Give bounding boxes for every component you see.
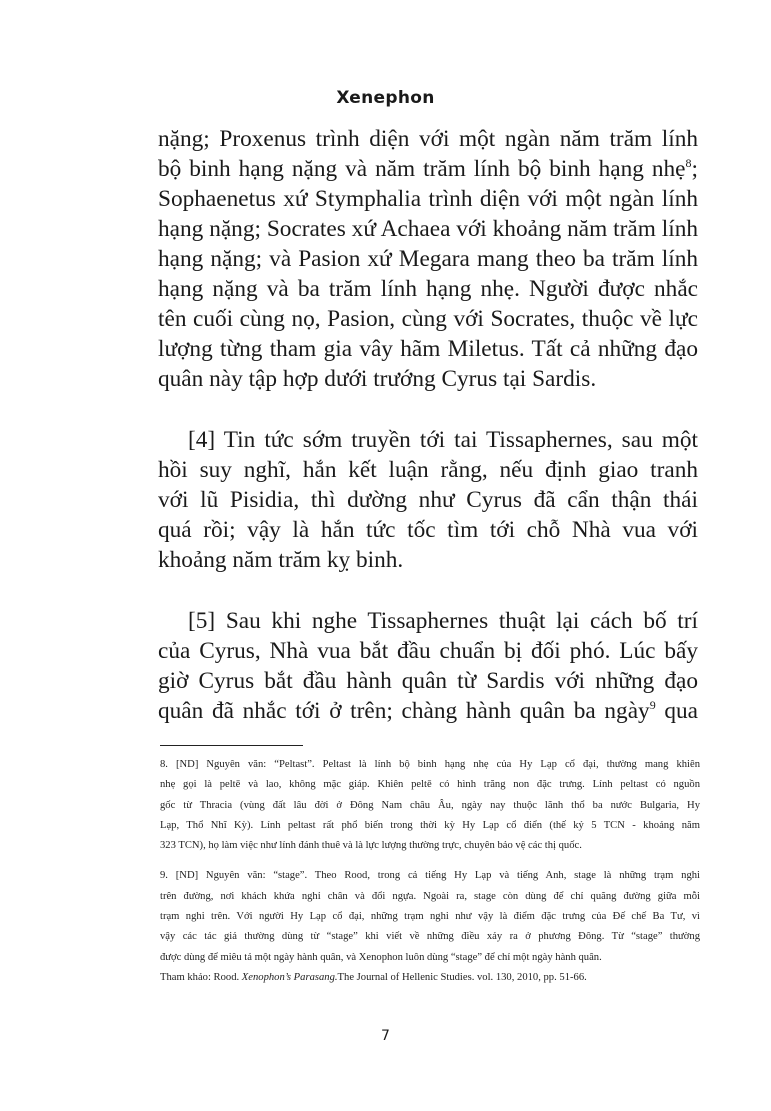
footnote-separator	[160, 745, 303, 746]
text-line: bộ binh hạng nặng và năm trăm lính bộ binh hạng nhẹ$^8$;	[158, 156, 698, 182]
text-line: quân này tập hợp dưới trướng Cyrus tại Sardis.	[158, 366, 597, 392]
footnote-reference-8[interactable]: 8	[685, 156, 692, 170]
footnote-line: 8. [ND] Nguyên văn: “Peltast”. Peltast là lính bộ binh hạng nhẹ của Hy Lạp cổ đại, thường mang khiên	[160, 759, 700, 770]
footnote-line: vậy các tác giả thường dùng từ “stage” khi viết về những điều xảy ra ở phương Đông. Từ “stage” thường	[160, 931, 700, 943]
text-line: lượng từng tham gia vây hãm Miletus. Tất cả những đạo	[158, 336, 698, 362]
page-number: 7	[381, 1028, 390, 1044]
footnote-line: được dùng để miêu tả một ngày hành quân, và Xenophon luôn dùng “stage” để chỉ một ngày hành quân.	[160, 951, 602, 963]
footnote-9	[160, 866, 700, 988]
text-line: Sophaenetus xứ Stymphalia trình diện với một ngàn lính	[158, 186, 698, 212]
text-line: nặng; Proxenus trình diện với một ngàn năm trăm lính	[158, 126, 698, 152]
reference-title: Xenophon’s Parasang.	[241, 971, 338, 983]
text-line: tên cuối cùng nọ, Pasion, cùng với Socrates, thuộc về lực	[158, 306, 698, 332]
footnotes	[160, 755, 700, 988]
footnote-reference-line: Tham khảo: Rood. Xenophon’s Parasang.The Journal of Hellenic Studies. vol. 130, 2010, pp. 51-66.	[160, 971, 587, 983]
main-text	[158, 124, 698, 726]
text-line: quá rồi; vậy là hắn tức tốc tìm tới chỗ Nhà vua với	[158, 517, 698, 543]
text-line: [4] Tin tức sớm truyền tới tai Tissaphernes, sau một	[188, 427, 698, 453]
footnote-line: trên đường, nơi khách khứa nghỉ chân và đổi ngựa. Ngoài ra, stage còn dùng để chỉ quãng đường giữa mỗi	[160, 890, 700, 902]
footnote-line: 9. [ND] Nguyên văn: “stage”. Theo Rood, trong cả tiếng Hy Lạp và tiếng Anh, stage là những trạm nghi	[160, 870, 700, 882]
text-line: [5] Sau khi nghe Tissaphernes thuật lại cách bố trí	[188, 608, 698, 634]
text-line: của Cyrus, Nhà vua bắt đầu chuẩn bị đối phó. Lúc bấy	[158, 638, 698, 664]
footnote-line: 323 TCN), họ làm việc như lính đánh thuê và là lực lượng thường trực, chuyên bảo vệ các thị quốc.	[160, 840, 582, 852]
text-line: khoảng năm trăm kỵ binh.	[158, 547, 404, 573]
text-line: hồi suy nghĩ, hắn kết luận rằng, nếu định giao tranh	[158, 457, 698, 483]
footnote-line: trạm nghi trên. Với người Hy Lạp cổ đại, những trạm nghi như vậy là điểm đặc trưng của Đế chế Ba Tư, vì	[160, 911, 700, 923]
paragraph-continuation	[158, 124, 698, 394]
footnote-8	[160, 755, 700, 856]
paragraph-section-5	[158, 606, 698, 726]
footnote-reference-9[interactable]: 9	[649, 698, 656, 712]
footnote-line: Lạp, Thổ Nhĩ Kỳ). Lính peltast rất phổ biến trong thời kỳ Hy Lạp cổ điển (thế kỷ 5 TCN - khoảng năm	[160, 819, 700, 831]
running-header: Xenephon	[336, 88, 435, 108]
footnote-line: gốc từ Thracia (vùng đất lâu đời ở Đông Nam châu Âu, ngày nay thuộc lãnh thổ ba nước Bulgaria, Hy	[160, 799, 700, 811]
text-line: hạng nặng; Socrates xứ Achaea với khoảng năm trăm lính	[158, 216, 698, 242]
text-line: hạng nặng và ba trăm lính hạng nhẹ. Người được nhắc	[158, 276, 698, 302]
text-line: với lũ Pisidia, thì dường như Cyrus đã cẩn thận thái	[158, 487, 698, 513]
footnote-line: nhẹ gọi là peltē và lao, không mặc giáp. Khiên peltē có hình trăng non đặc trưng. Lính peltast có nguồn	[160, 779, 700, 791]
text-line: quân đã nhắc tới ở trên; chàng hành quân ba ngày$^9$ qua	[158, 698, 698, 724]
text-line: giờ Cyrus bắt đầu hành quân từ Sardis với những đạo	[158, 668, 698, 694]
paragraph-section-4	[158, 425, 698, 575]
text-line: hạng nặng; và Pasion xứ Megara mang theo ba trăm lính	[158, 246, 698, 272]
